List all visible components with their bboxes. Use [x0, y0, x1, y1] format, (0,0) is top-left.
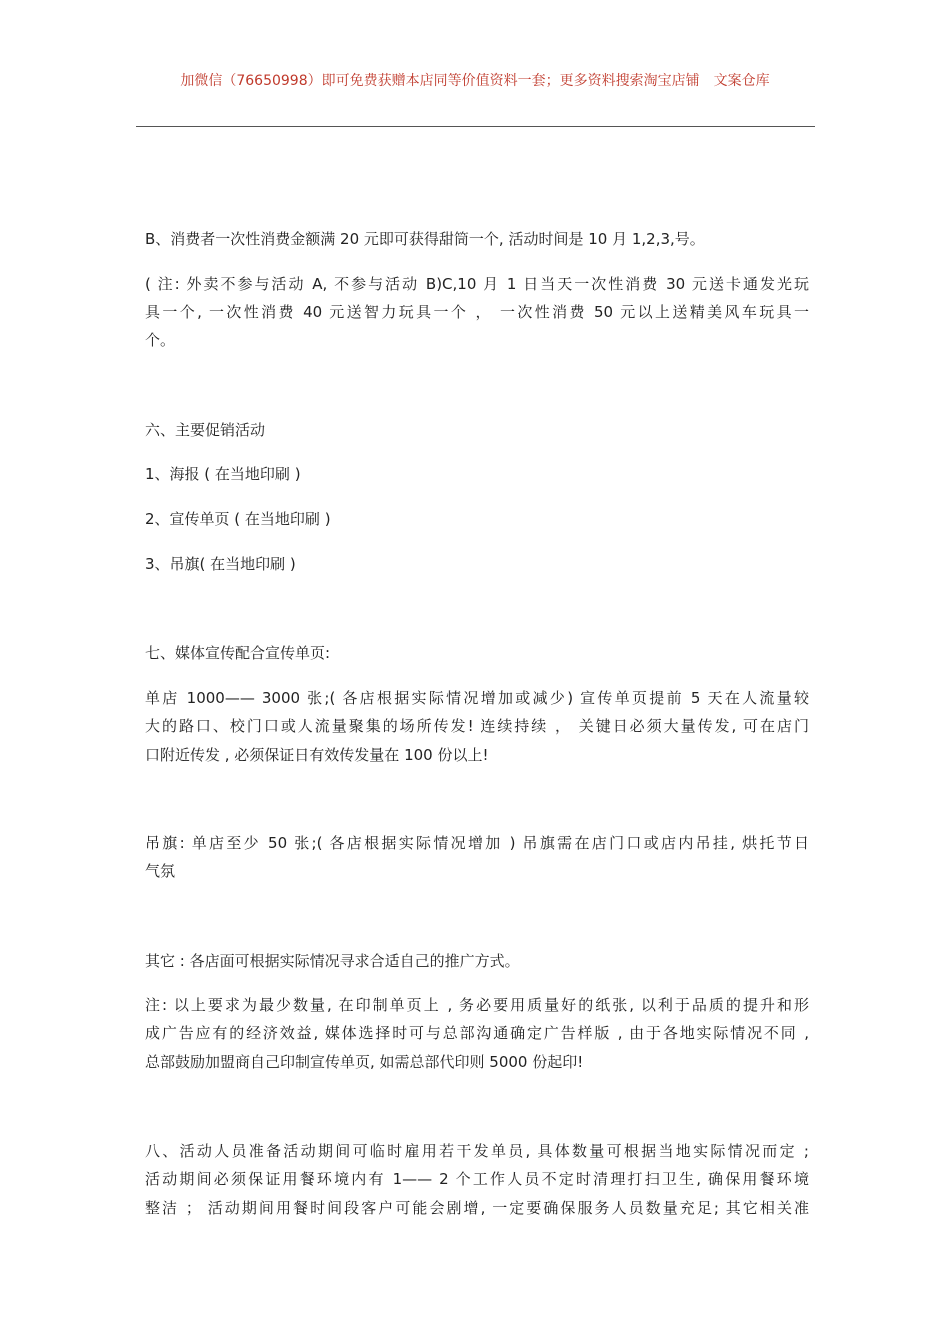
section-seven-line-1: 单店 1000—— 3000 张;( 各店根据实际情况增加或减少) 宣传单页提前 5 天在人流量较 — [145, 689, 809, 707]
header-divider — [136, 126, 815, 127]
section-eight-line-3: 整洁 ； 活动期间用餐时间段客户可能会剧增, 一定要确保服务人员数量充足; 其它相关准 — [145, 1199, 809, 1217]
flag-line-2: 气氛 — [145, 862, 176, 880]
section-six-item: 2、宣传单页 ( 在当地印刷 ) — [145, 510, 331, 528]
section-eight-line-2: 活动期间必须保证用餐环境内有 1—— 2 个工作人员不定时清理打扫卫生, 确保用餐环境 — [145, 1170, 809, 1188]
section-seven-line-2: 大的路口、校门口或人流量聚集的场所传发! 连续持续 ， 关键日必须大量传发, 可在店门 — [145, 717, 809, 735]
note-line-3: 个。 — [145, 331, 176, 349]
section-eight-line-1: 八、活动人员准备活动期间可临时雇用若干发单员, 具体数量可根据当地实际情况而定 ; — [145, 1142, 809, 1160]
section-seven-line-3: 口附近传发 , 必须保证日有效传发量在 100 份以上! — [145, 746, 489, 764]
section-six-title: 六、主要促销活动 — [145, 421, 266, 439]
section-six-item: 1、海报 ( 在当地印刷 ) — [145, 465, 301, 483]
note-line-2: 具一个, 一次性消费 40 元送智力玩具一个 ， 一次性消费 50 元以上送精美风车玩具一 — [145, 303, 809, 321]
section-six-item: 3、吊旗( 在当地印刷 ) — [145, 555, 296, 573]
note2-line-1: 注: 以上要求为最少数量, 在印制单页上 , 务必要用质量好的纸张, 以利于品质的提升和形 — [145, 996, 809, 1014]
header-notice: 加微信（76650998）即可免费获赠本店同等价值资料一套；更多资料搜索淘宝店铺 文案仓库 — [180, 73, 770, 89]
promo-b-item: B、消费者一次性消费金额满 20 元即可获得甜筒一个, 活动时间是 10 月 1,2,3,号。 — [145, 230, 705, 248]
other-line: 其它 : 各店面可根据实际情况寻求合适自己的推广方式。 — [145, 952, 520, 970]
note2-line-3: 总部鼓励加盟商自己印制宣传单页, 如需总部代印则 5000 份起印! — [145, 1053, 584, 1071]
note-line-1: ( 注: 外卖不参与活动 A, 不参与活动 B)C,10 月 1 日当天一次性消费 30 元送卡通发光玩 — [145, 275, 809, 293]
note2-line-2: 成广告应有的经济效益, 媒体选择时可与总部沟通确定广告样版 , 由于各地实际情况不同 , — [145, 1024, 809, 1042]
flag-line-1: 吊旗: 单店至少 50 张;( 各店根据实际情况增加 ) 吊旗需在店门口或店内吊挂, 烘托节日 — [145, 834, 809, 852]
section-seven-title: 七、媒体宣传配合宣传单页: — [145, 644, 331, 662]
